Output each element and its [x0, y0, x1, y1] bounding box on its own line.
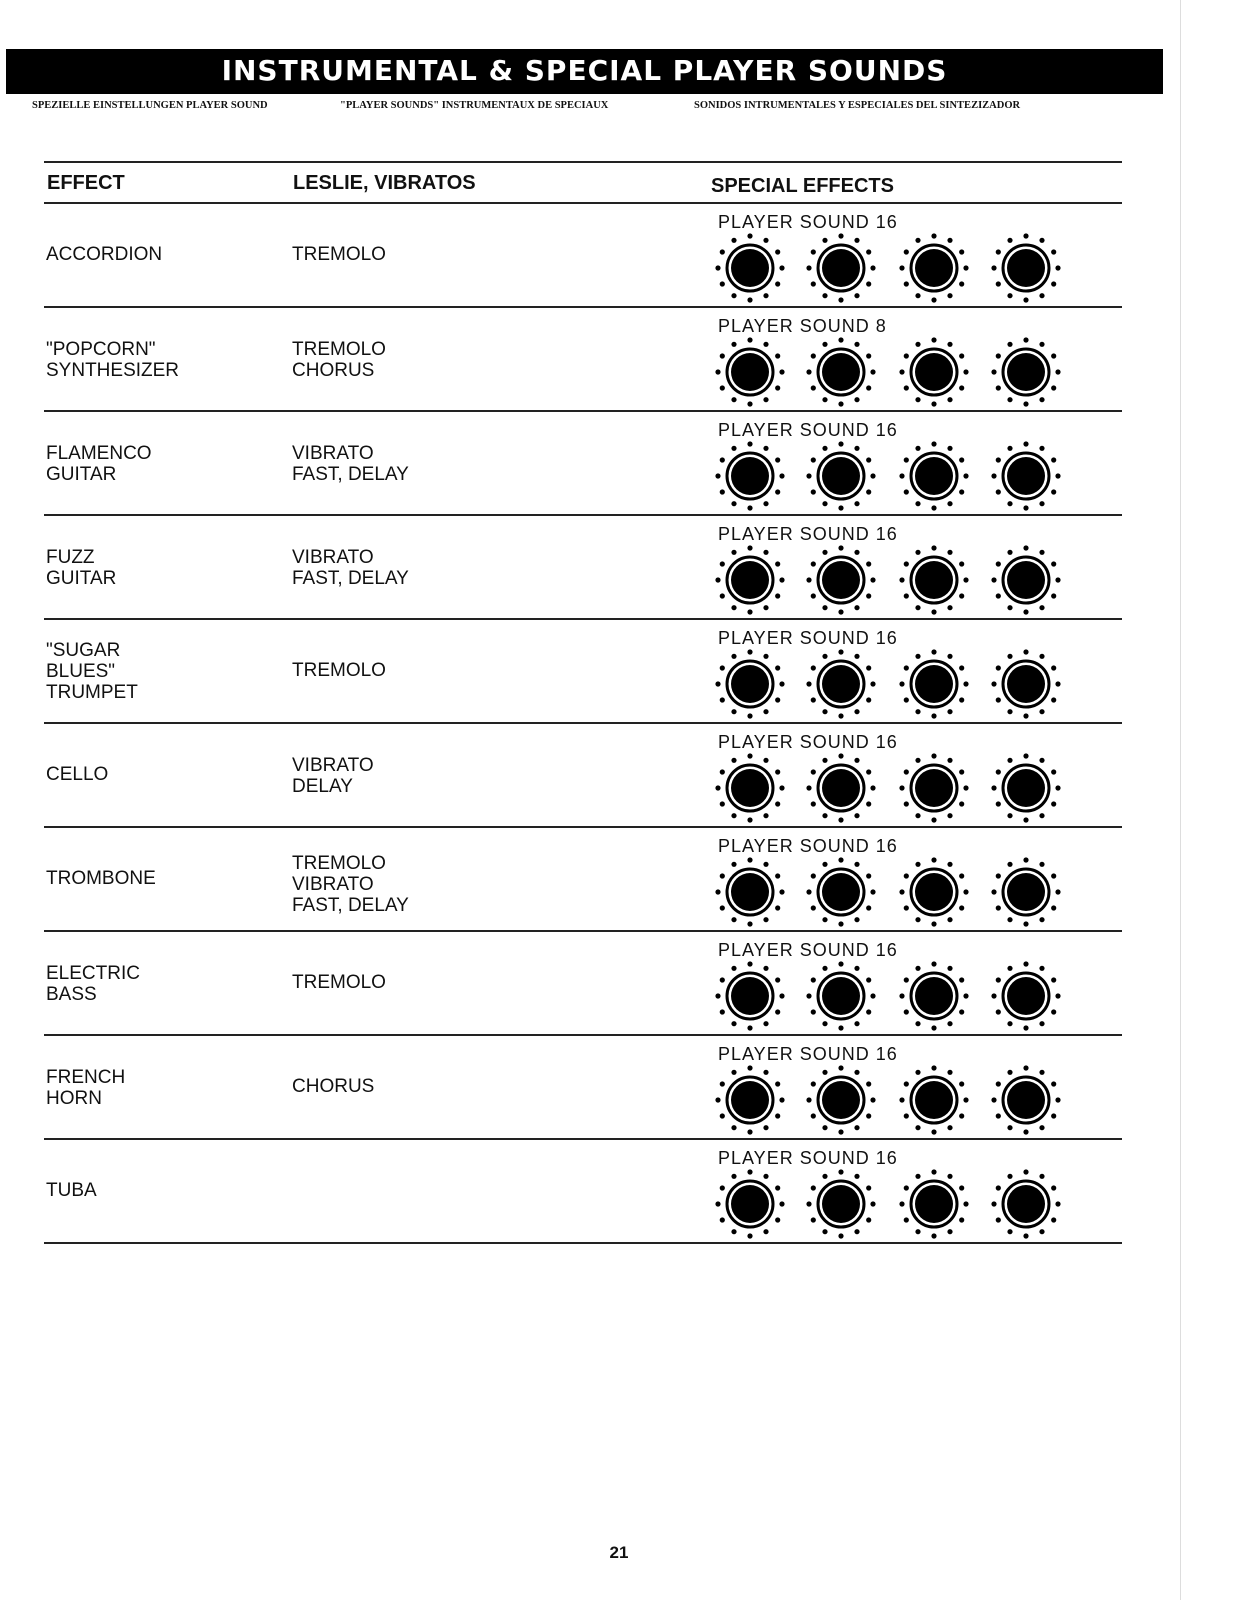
subtitle-french: "PLAYER SOUNDS" INSTRUMENTAUX DE SPECIAUX [340, 100, 609, 111]
knob-settings [712, 750, 1072, 826]
table-row [0, 828, 1238, 932]
knob-settings [712, 1166, 1072, 1242]
table-row [0, 1036, 1238, 1140]
subtitle-german: SPEZIELLE EINSTELLUNGEN PLAYER SOUND [32, 100, 268, 111]
control-knob-icon [712, 854, 788, 930]
control-knob-icon [712, 1166, 788, 1242]
control-knob-icon [712, 438, 788, 514]
control-knob-icon [803, 958, 879, 1034]
control-knob-icon [803, 542, 879, 618]
control-knob-icon [988, 334, 1064, 410]
control-knob-icon [896, 750, 972, 826]
control-knob-icon [803, 1062, 879, 1138]
knob-settings [712, 854, 1072, 930]
leslie-setting: TREMOLO CHORUS [292, 339, 386, 381]
effect-name: TROMBONE [46, 868, 156, 889]
control-knob-icon [803, 438, 879, 514]
control-knob-icon [803, 1166, 879, 1242]
knob-settings [712, 230, 1072, 306]
scan-edge [1180, 0, 1181, 1600]
leslie-setting: TREMOLO [292, 244, 386, 265]
control-knob-icon [803, 854, 879, 930]
title-bar [6, 49, 1163, 94]
leslie-setting: VIBRATO DELAY [292, 755, 374, 797]
player-sound-label: PLAYER SOUND 8 [718, 316, 887, 336]
control-knob-icon [988, 958, 1064, 1034]
control-knob-icon [988, 438, 1064, 514]
player-sound-label: PLAYER SOUND 16 [718, 836, 898, 856]
table-row [0, 516, 1238, 620]
knob-settings [712, 646, 1072, 722]
control-knob-icon [896, 334, 972, 410]
player-sound-label: PLAYER SOUND 16 [718, 1148, 898, 1168]
table-row [0, 204, 1238, 308]
row-divider [44, 1242, 1122, 1244]
effect-name: ACCORDION [46, 244, 163, 265]
control-knob-icon [988, 542, 1064, 618]
knob-settings [712, 958, 1072, 1034]
control-knob-icon [896, 542, 972, 618]
control-knob-icon [988, 854, 1064, 930]
control-knob-icon [988, 1062, 1064, 1138]
control-knob-icon [712, 750, 788, 826]
control-knob-icon [803, 334, 879, 410]
header-leslie: LESLIE, VIBRATOS [293, 172, 476, 194]
control-knob-icon [712, 334, 788, 410]
knob-settings [712, 334, 1072, 410]
control-knob-icon [803, 230, 879, 306]
page-number: 21 [609, 1543, 629, 1562]
effect-name: ELECTRIC BASS [46, 963, 140, 1005]
control-knob-icon [896, 1166, 972, 1242]
effect-name: "POPCORN" SYNTHESIZER [46, 339, 180, 381]
player-sound-label: PLAYER SOUND 16 [718, 1044, 898, 1064]
control-knob-icon [712, 958, 788, 1034]
control-knob-icon [988, 646, 1064, 722]
effect-name: TUBA [46, 1180, 97, 1201]
control-knob-icon [896, 646, 972, 722]
knob-settings [712, 438, 1072, 514]
player-sound-label: PLAYER SOUND 16 [718, 420, 898, 440]
effect-name: FRENCH HORN [46, 1067, 126, 1109]
header-effect: EFFECT [47, 172, 125, 194]
control-knob-icon [803, 750, 879, 826]
effect-name: FUZZ GUITAR [46, 547, 117, 589]
control-knob-icon [712, 646, 788, 722]
control-knob-icon [803, 646, 879, 722]
table-row [0, 724, 1238, 828]
effect-name: CELLO [46, 764, 109, 785]
control-knob-icon [896, 958, 972, 1034]
leslie-setting: TREMOLO VIBRATO FAST, DELAY [292, 853, 409, 916]
effect-name: FLAMENCO GUITAR [46, 443, 152, 485]
player-sound-label: PLAYER SOUND 16 [718, 628, 898, 648]
subtitle-spanish: SONIDOS INTRUMENTALES Y ESPECIALES DEL SINTEZIZADOR [694, 100, 1021, 111]
control-knob-icon [896, 1062, 972, 1138]
player-sound-label: PLAYER SOUND 16 [718, 524, 898, 544]
header-special-effects: SPECIAL EFFECTS [711, 175, 894, 197]
control-knob-icon [896, 438, 972, 514]
leslie-setting: VIBRATO FAST, DELAY [292, 443, 409, 485]
knob-settings [712, 1062, 1072, 1138]
control-knob-icon [896, 854, 972, 930]
control-knob-icon [712, 542, 788, 618]
table-row [0, 620, 1238, 724]
table-row [0, 412, 1238, 516]
table-top-rule [44, 161, 1122, 163]
control-knob-icon [988, 750, 1064, 826]
leslie-setting: CHORUS [292, 1076, 375, 1097]
control-knob-icon [988, 230, 1064, 306]
table-row [0, 932, 1238, 1036]
control-knob-icon [896, 230, 972, 306]
control-knob-icon [712, 230, 788, 306]
table-row [0, 308, 1238, 412]
player-sound-label: PLAYER SOUND 16 [718, 940, 898, 960]
table-row [0, 1140, 1238, 1244]
knob-settings [712, 542, 1072, 618]
page-title: INSTRUMENTAL & SPECIAL PLAYER SOUNDS [221, 54, 948, 87]
leslie-setting: VIBRATO FAST, DELAY [292, 547, 409, 589]
effect-name: "SUGAR BLUES" TRUMPET [46, 640, 138, 703]
leslie-setting: TREMOLO [292, 660, 386, 681]
leslie-setting: TREMOLO [292, 972, 386, 993]
player-sound-label: PLAYER SOUND 16 [718, 212, 898, 232]
control-knob-icon [988, 1166, 1064, 1242]
control-knob-icon [712, 1062, 788, 1138]
player-sound-label: PLAYER SOUND 16 [718, 732, 898, 752]
